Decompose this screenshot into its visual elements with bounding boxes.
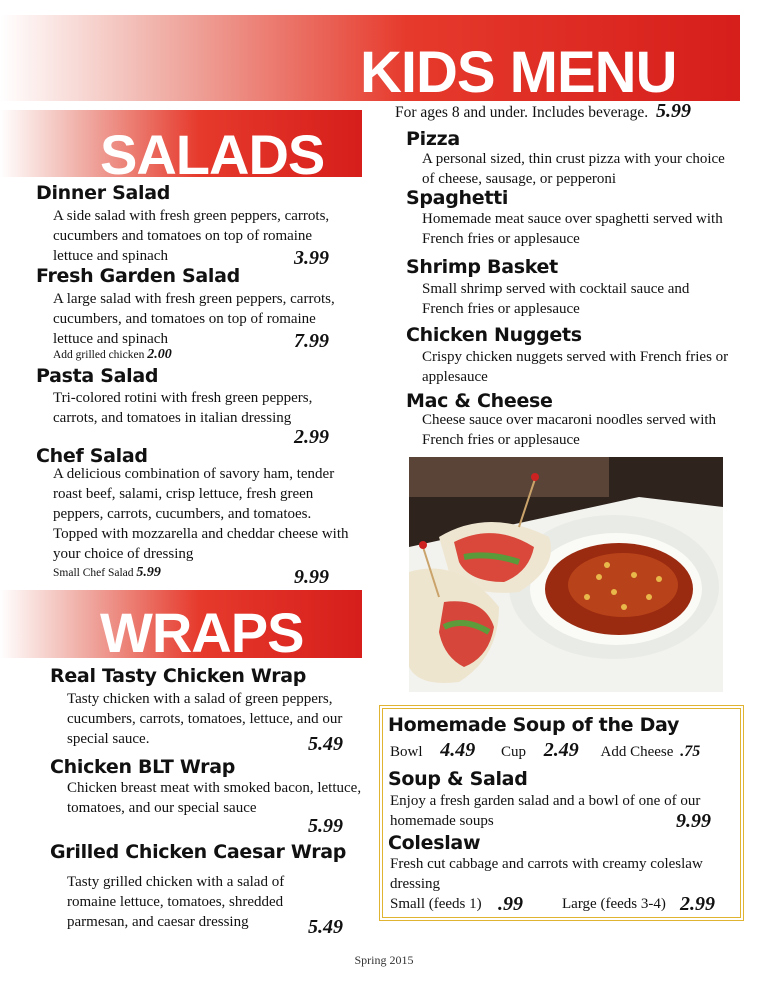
cup-label: Cup [501, 744, 527, 760]
kids-item-mac-name: Mac & Cheese [406, 390, 553, 412]
salad-item-dinner-name: Dinner Salad [36, 182, 171, 204]
wrap-item-blt-desc: Chicken breast meat with smoked bacon, lettuce, tomatoes, and our special sauce [67, 780, 362, 816]
wrap-item-caesar-desc: Tasty grilled chicken with a salad of romaine lettuce, tomatoes, shredded parmesan, and caesar dressing [67, 874, 285, 930]
soup-salad-price: 9.99 [676, 810, 711, 832]
bowl-label: Bowl [390, 744, 423, 760]
wrap-item-tasty-price: 5.49 [308, 733, 343, 755]
salad-item-dinner-price: 3.99 [294, 247, 329, 269]
soup-title: Homemade Soup of the Day [388, 714, 680, 736]
kids-item-shrimp-desc: Small shrimp served with cocktail sauce and French fries or applesauce [422, 281, 690, 317]
kids-item-pizza-desc: A personal sized, thin crust pizza with your choice of cheese, sausage, or pepperoni [422, 151, 725, 187]
footer-season: Spring 2015 [354, 953, 414, 967]
salad-item-dinner-desc: A side salad with fresh green peppers, carrots, cucumbers and tomatoes on top of romaine lettuce and spinach [53, 208, 330, 264]
coleslaw-small-price: .99 [498, 893, 523, 915]
kids-item-spaghetti-desc: Homemade meat sauce over spaghetti served with French fries or applesauce [422, 211, 723, 247]
coleslaw-title: Coleslaw [388, 832, 481, 854]
soup-pricing-row [390, 740, 700, 762]
salads-title: SALADS [100, 123, 325, 186]
salad-item-chef-addon: Small Chef Salad 5.99 [53, 565, 161, 580]
kids-item-mac-desc: Cheese sauce over macaroni noodles served with French fries or applesauce [422, 412, 717, 448]
soup-salad-desc: Enjoy a fresh garden salad and a bowl of one of our homemade soups [390, 793, 701, 829]
cheese-label: Add Cheese [600, 744, 674, 760]
wrap-item-caesar-name: Grilled Chicken Caesar Wrap [50, 841, 347, 863]
kids-item-spaghetti-name: Spaghetti [406, 187, 509, 209]
kids-item-pizza-name: Pizza [406, 128, 460, 150]
cheese-price: .75 [680, 743, 701, 760]
kids-item-nuggets-name: Chicken Nuggets [406, 324, 582, 346]
salad-item-pasta-desc: Tri-colored rotini with fresh green peppers, carrots, and tomatoes in italian dressing [53, 390, 313, 426]
salad-item-garden-price: 7.99 [294, 330, 329, 352]
soup-salad-title: Soup & Salad [388, 768, 528, 790]
wrap-item-tasty-desc: Tasty chicken with a salad of green peppers, cucumbers, carrots, tomatoes, lettuce, and our special sauce. [67, 691, 343, 747]
salad-item-chef-desc: A delicious combination of savory ham, tender roast beef, salami, crisp lettuce, fresh green peppers, carrots, cucumbers, and tomatoes. Topped with mozzarella and cheddar cheese with your choice of dressing [53, 466, 349, 562]
cup-price: 2.49 [543, 739, 579, 761]
food-photo [409, 457, 723, 692]
coleslaw-small-label: Small (feeds 1) [390, 896, 482, 912]
kids-menu-intro: For ages 8 and under. Includes beverage. 5.99 [395, 100, 691, 122]
coleslaw-desc: Fresh cut cabbage and carrots with creamy coleslaw dressing [390, 856, 703, 892]
wraps-title: WRAPS [100, 601, 304, 664]
salad-item-garden-name: Fresh Garden Salad [36, 265, 240, 287]
coleslaw-large-price: 2.99 [680, 893, 715, 915]
kids-menu-title: KIDS MENU [360, 40, 677, 105]
kids-item-shrimp-name: Shrimp Basket [406, 256, 558, 278]
wrap-item-tasty-name: Real Tasty Chicken Wrap [50, 665, 307, 687]
salad-item-garden-desc: A large salad with fresh green peppers, carrots, cucumbers, and tomatoes on top of romaine lettuce and spinach [53, 291, 335, 347]
kids-menu-price: 5.99 [655, 100, 691, 122]
coleslaw-large-label: Large (feeds 3-4) [562, 896, 666, 912]
salad-item-pasta-name: Pasta Salad [36, 365, 159, 387]
salad-item-chef-name: Chef Salad [36, 445, 148, 467]
bowl-price: 4.49 [440, 739, 476, 761]
kids-item-nuggets-desc: Crispy chicken nuggets served with French fries or applesauce [422, 349, 729, 385]
salad-item-pasta-price: 2.99 [294, 426, 329, 448]
wrap-item-caesar-price: 5.49 [308, 916, 343, 938]
salad-item-chef-price: 9.99 [294, 566, 329, 588]
wrap-item-blt-price: 5.99 [308, 815, 343, 837]
salad-item-garden-addon: Add grilled chicken 2.00 [53, 347, 172, 362]
wrap-item-blt-name: Chicken BLT Wrap [50, 756, 236, 778]
